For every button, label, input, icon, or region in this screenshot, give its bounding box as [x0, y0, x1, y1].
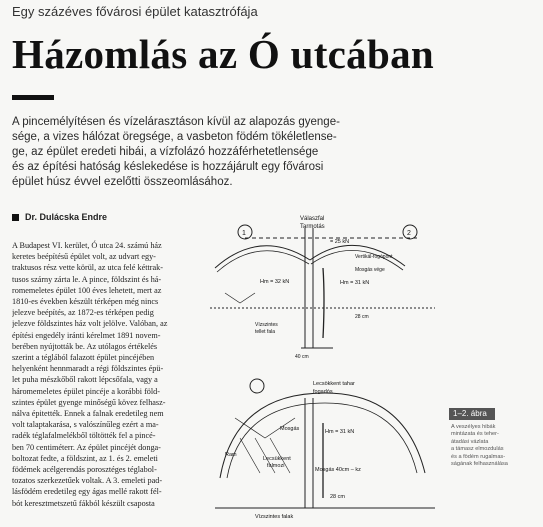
body-line: szerint a téglából falazott épület pincéjében — [12, 353, 155, 363]
label-dim-top2: 40 cm — [295, 354, 309, 360]
caption-line: A veszélyes hibák — [451, 424, 496, 430]
lead-line: ge, az épület eredeti hibái, a vízfolázó hozzáférhetetlensége — [12, 146, 319, 158]
label-mosogas2: Mosgás — [280, 426, 300, 432]
figure-caption — [451, 424, 541, 468]
lead-line: sége, a vizes hálózat öregsége, a vasbeton födém tökéletlense- — [12, 131, 337, 143]
caption-line: a támasz elmozdulás — [451, 446, 504, 453]
body-line: ben 70 centiméterr. Az épület pincéjét donga- — [12, 442, 161, 452]
label-hm-bot: Hm = 31 kN — [325, 429, 355, 435]
label-n2: 2 — [407, 230, 411, 237]
body-line: tusos szárny zárta le. A pince, földszint és há- — [12, 274, 162, 284]
body-line: bót keresztmetszetű fákból készült csaposta — [12, 498, 155, 508]
label-lecsukes: Lecsükkent — [263, 456, 291, 462]
structural-figure — [205, 208, 445, 520]
caption-line: ságának felhasználása — [451, 461, 508, 468]
lead-line: A pincemélyítésen és vízelárasztáson kívül az alapozás gyenge- — [12, 116, 340, 128]
label-hm-top: Hm = 32 kN — [260, 279, 290, 285]
label-tellet: tellet fala — [255, 329, 276, 335]
caption-line: átadási vázlata — [451, 438, 489, 445]
author-bullet-icon — [12, 214, 19, 221]
body-line: radék téglafalmelékből töltötték fel a pincé- — [12, 431, 156, 441]
body-line: helyenként hennmaradt a régi földszintes épü- — [12, 364, 164, 374]
label-n1: 1 — [242, 230, 246, 237]
label-vizszintes2: Vízszintes falak — [255, 514, 294, 520]
lead-line: épület húsz évvel ezelőtti összeomlásához. — [12, 176, 233, 188]
caption-line: és a födém rugalmas- — [451, 453, 506, 460]
label-kn-top: = 25 kN — [330, 239, 350, 245]
title-rule — [12, 95, 54, 100]
body-line: A Budapest VI. kerület, Ó utca 24. számú ház — [12, 241, 162, 250]
body-line: háromemeletes épület pincéje a korábbi föld- — [12, 386, 160, 396]
body-line: lásfödém eredetileg egy ágas mellé rakott fél- — [12, 487, 162, 497]
body-line: let puha mészkőből rakott lépcsőfala, vagy a — [12, 375, 158, 385]
lead-line: és az építési hatóság késlekedése is hozzájárult egy fővárosi — [12, 161, 324, 173]
label-mosogas: Mosgás vége — [355, 267, 385, 273]
caption-line: mintázata és teher- — [451, 431, 499, 438]
body-line: építési engedély iránti kérelmet 1891 novem- — [12, 330, 161, 340]
article-lead — [12, 115, 382, 190]
body-line: jelezve beépítés, az 1872-es térképen pedig — [12, 308, 154, 318]
label-kn-top2: Hm = 31 kN — [340, 280, 370, 286]
label-fogodos: fogadós — [313, 389, 333, 395]
body-line: födémek acélgerendás porosztéges téglabol- — [12, 465, 157, 475]
body-line: jelezve földszintes ház volt jelölve. Valóban, az — [12, 319, 168, 329]
author-line — [12, 212, 107, 222]
body-line: berében nyújtották be. Az utólagos értékelés — [12, 341, 158, 351]
article-title: Házomlás az Ó utcában — [12, 31, 434, 77]
label-vizszintes: Vízszintes — [255, 322, 278, 328]
label-ram: Ram — [225, 452, 237, 458]
body-line: tozatos szerkezetűek voltak. A 3. emeleti pad- — [12, 476, 163, 486]
author-name: Dr. Dulácska Endre — [25, 212, 108, 222]
label-mosogas3: Mosgás 40cm – kz — [315, 467, 361, 473]
body-line: 1810-es években készült térképen még nincs — [12, 297, 159, 307]
body-line: nálva épitették. Ennek a falnak eredetileg nem — [12, 409, 164, 419]
article-kicker: Egy százéves fővárosi épület katasztrófája — [12, 4, 258, 19]
label-valaszfal: Válaszfal — [300, 216, 325, 222]
label-tarmotas: Tarmotás — [300, 224, 325, 230]
body-line: volt talaptakarása, s valószínűleg ezért a ma- — [12, 420, 159, 430]
article-body — [12, 240, 202, 509]
body-line: keretes beépítésű épület volt, az udvart egy- — [12, 252, 156, 262]
label-lecsuk: Lecsökkent tahar — [313, 381, 355, 387]
figure-caption-tag: 1–2. ábra — [449, 408, 495, 420]
body-line: szintes épület gyenge minőségű kövez felhasz- — [12, 397, 166, 407]
body-line: traktusos rész vette körül, az utca felé kéttrak- — [12, 263, 163, 273]
body-line: romemeletes épület 100 éves lehetett, mert az — [12, 285, 162, 295]
body-line: boltozat fedte, a földszint, az 1. és 2. emeleti — [12, 453, 158, 463]
label-dim-bot: 28 cm — [330, 494, 345, 500]
label-vertical: Vertikál-fogópont — [355, 254, 393, 260]
structural-diagram — [205, 208, 445, 520]
label-dim-top: 28 cm — [355, 314, 369, 320]
label-tahar2: falmozi — [267, 463, 285, 469]
